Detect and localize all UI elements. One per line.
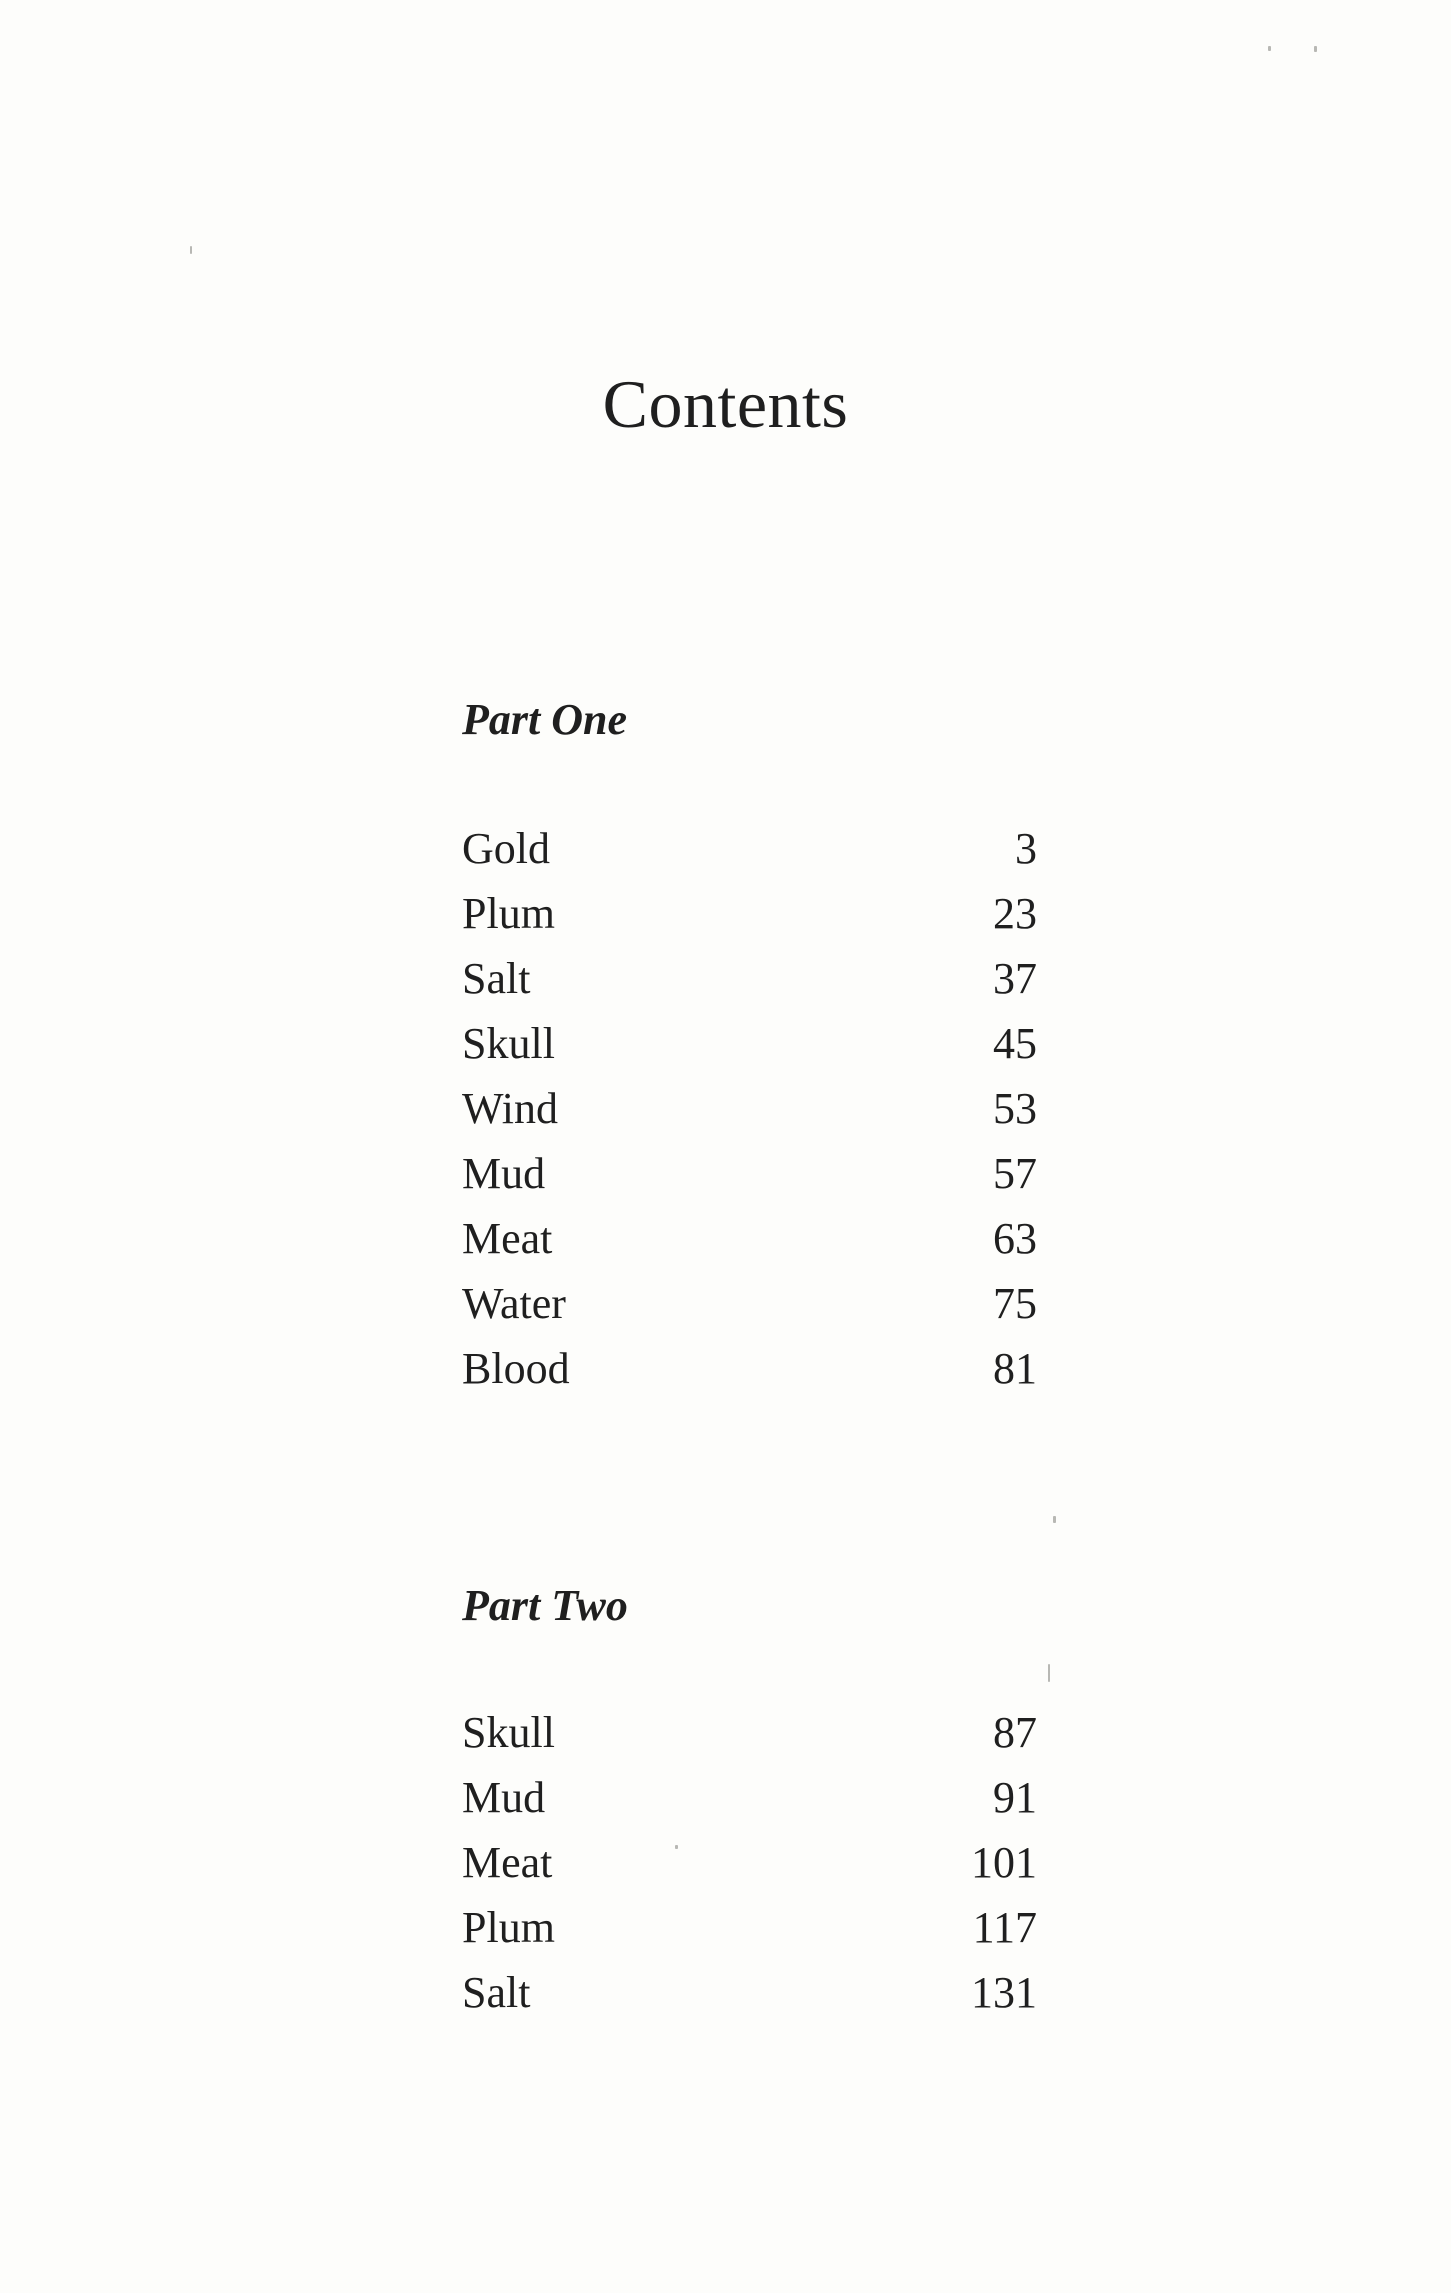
toc-entry-page-number: 45 bbox=[993, 1019, 1037, 1068]
toc-entry-page-number: 91 bbox=[993, 1773, 1037, 1822]
toc-entry-page-number: 117 bbox=[972, 1903, 1037, 1952]
toc-entry bbox=[462, 1960, 1037, 2025]
toc-entry-page-number: 23 bbox=[993, 889, 1037, 938]
toc-entry bbox=[462, 1336, 1037, 1401]
toc-entry bbox=[462, 1765, 1037, 1830]
scan-speck bbox=[1053, 1516, 1056, 1523]
toc-entry-title: Blood bbox=[462, 1344, 570, 1393]
toc-entry-title: Meat bbox=[462, 1838, 553, 1887]
toc-entry-title: Plum bbox=[462, 889, 555, 938]
toc-entry-title: Salt bbox=[462, 1968, 531, 2017]
toc-entry-page-number: 131 bbox=[971, 1968, 1037, 2017]
toc-entry-title: Gold bbox=[462, 824, 550, 873]
toc-entry-page-number: 3 bbox=[1015, 824, 1037, 873]
toc-entry bbox=[462, 1700, 1037, 1765]
scan-speck bbox=[190, 246, 192, 254]
toc-entry-page-number: 63 bbox=[993, 1214, 1037, 1263]
toc-entry bbox=[462, 816, 1037, 881]
toc-entry-page-number: 53 bbox=[993, 1084, 1037, 1133]
part-two-contents-list bbox=[462, 1700, 1037, 2025]
toc-entry-title: Plum bbox=[462, 1903, 555, 1952]
toc-entry-title: Meat bbox=[462, 1214, 553, 1263]
toc-entry-page-number: 81 bbox=[993, 1344, 1037, 1393]
toc-entry bbox=[462, 1141, 1037, 1206]
page-title: Contents bbox=[602, 366, 849, 442]
toc-entry bbox=[462, 1271, 1037, 1336]
toc-entry-page-number: 87 bbox=[993, 1708, 1037, 1757]
part-one-contents-list bbox=[462, 816, 1037, 1401]
toc-entry-page-number: 101 bbox=[971, 1838, 1037, 1887]
toc-entry-page-number: 75 bbox=[993, 1279, 1037, 1328]
scan-speck bbox=[1048, 1664, 1050, 1682]
toc-entry-title: Skull bbox=[462, 1708, 555, 1757]
toc-entry-page-number: 37 bbox=[993, 954, 1037, 1003]
toc-entry bbox=[462, 1011, 1037, 1076]
toc-entry bbox=[462, 881, 1037, 946]
toc-entry-title: Water bbox=[462, 1279, 566, 1328]
toc-entry bbox=[462, 946, 1037, 1011]
toc-entry-page-number: 57 bbox=[993, 1149, 1037, 1198]
toc-entry-title: Mud bbox=[462, 1149, 546, 1198]
toc-entry-title: Wind bbox=[462, 1084, 558, 1133]
toc-entry bbox=[462, 1076, 1037, 1141]
scan-speck bbox=[675, 1845, 678, 1849]
toc-entry-title: Skull bbox=[462, 1019, 555, 1068]
part-two-heading: Part Two bbox=[462, 1581, 628, 1630]
toc-entry-title: Salt bbox=[462, 954, 531, 1003]
toc-entry bbox=[462, 1830, 1037, 1895]
toc-entry bbox=[462, 1206, 1037, 1271]
scan-speck bbox=[1268, 46, 1271, 51]
part-one-heading: Part One bbox=[462, 695, 627, 744]
scan-speck bbox=[1314, 46, 1317, 52]
toc-entry bbox=[462, 1895, 1037, 1960]
toc-entry-title: Mud bbox=[462, 1773, 546, 1822]
